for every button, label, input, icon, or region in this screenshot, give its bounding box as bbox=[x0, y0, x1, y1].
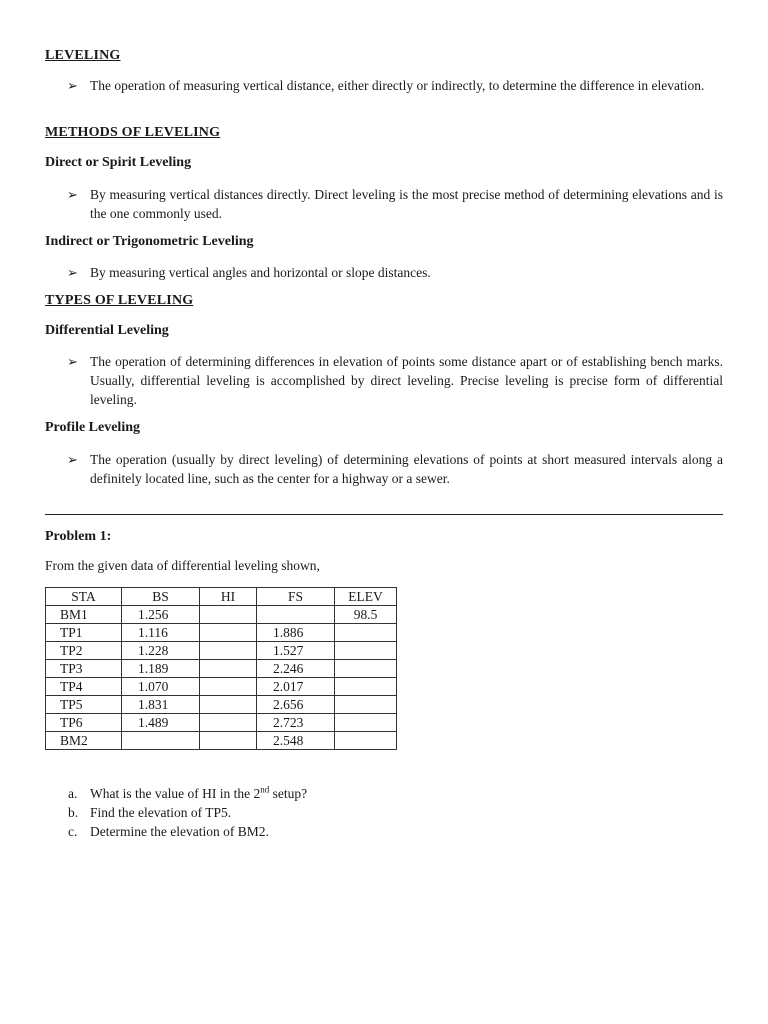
cell-fs: 1.886 bbox=[257, 624, 335, 642]
cell-fs: 2.246 bbox=[257, 660, 335, 678]
table-row bbox=[46, 606, 397, 624]
cell-bs: 1.070 bbox=[122, 678, 200, 696]
cell-sta: TP4 bbox=[46, 678, 122, 696]
cell-sta: TP2 bbox=[46, 642, 122, 660]
bullet-leveling-definition bbox=[45, 76, 723, 95]
cell-bs bbox=[122, 732, 200, 750]
subheading-indirect: Indirect or Trigonometric Leveling bbox=[45, 234, 254, 249]
subheading-profile: Profile Leveling bbox=[45, 420, 140, 435]
cell-bs: 1.256 bbox=[122, 606, 200, 624]
problem-title: Problem 1: bbox=[45, 529, 112, 544]
cell-hi bbox=[200, 606, 257, 624]
bullet-profile bbox=[45, 450, 723, 488]
cell-fs: 2.656 bbox=[257, 696, 335, 714]
table-row bbox=[46, 732, 397, 750]
cell-bs: 1.116 bbox=[122, 624, 200, 642]
question-label: b. bbox=[68, 805, 79, 820]
question-c bbox=[68, 822, 269, 841]
table-row bbox=[46, 678, 397, 696]
cell-hi bbox=[200, 714, 257, 732]
bullet-text: The operation of determining differences in elevation of points some distance apart or of establishing bench marks. Usually, differential leveling is accomplished by direct leveling. Precise leveling is precise form of differential leveling. bbox=[90, 354, 723, 407]
bullet-text: The operation of measuring vertical distance, either directly or indirectly, to determine the difference in elevation. bbox=[90, 78, 705, 93]
subheading-differential: Differential Leveling bbox=[45, 323, 169, 338]
cell-sta: TP6 bbox=[46, 714, 122, 732]
table-row bbox=[46, 642, 397, 660]
cell-elev bbox=[335, 732, 397, 750]
question-text: What is the value of HI in the 2 bbox=[90, 786, 261, 801]
cell-hi bbox=[200, 678, 257, 696]
leveling-data-table bbox=[45, 587, 397, 750]
bullet-text: By measuring vertical distances directly. Direct leveling is the most precise method of determining elevations and is the one commonly used. bbox=[90, 187, 723, 221]
bullet-text: The operation (usually by direct leveling) of determining elevations of points at short measured intervals along a definitely located line, such as the center for a highway or a sewer. bbox=[90, 452, 723, 486]
arrow-bullet-icon: ➢ bbox=[67, 265, 78, 280]
cell-elev bbox=[335, 714, 397, 732]
table-header-row bbox=[46, 588, 397, 606]
cell-elev bbox=[335, 696, 397, 714]
question-b bbox=[68, 803, 231, 822]
question-text-tail: setup? bbox=[269, 786, 308, 801]
cell-hi bbox=[200, 732, 257, 750]
bullet-text: By measuring vertical angles and horizontal or slope distances. bbox=[90, 265, 431, 280]
header-elev: ELEV bbox=[335, 588, 397, 606]
bullet-direct bbox=[45, 185, 723, 223]
cell-fs: 2.017 bbox=[257, 678, 335, 696]
bullet-differential bbox=[45, 352, 723, 409]
cell-elev bbox=[335, 642, 397, 660]
cell-fs: 2.723 bbox=[257, 714, 335, 732]
cell-bs: 1.831 bbox=[122, 696, 200, 714]
table-row bbox=[46, 714, 397, 732]
cell-hi bbox=[200, 642, 257, 660]
cell-sta: TP5 bbox=[46, 696, 122, 714]
subheading-direct: Direct or Spirit Leveling bbox=[45, 155, 192, 170]
horizontal-divider bbox=[45, 514, 723, 515]
cell-bs: 1.189 bbox=[122, 660, 200, 678]
cell-elev bbox=[335, 624, 397, 642]
bullet-indirect bbox=[45, 263, 723, 282]
cell-hi bbox=[200, 696, 257, 714]
heading-methods: METHODS OF LEVELING bbox=[45, 125, 221, 140]
cell-fs: 2.548 bbox=[257, 732, 335, 750]
question-label: a. bbox=[68, 786, 78, 801]
table-row bbox=[46, 696, 397, 714]
question-label: c. bbox=[68, 824, 78, 839]
cell-sta: TP3 bbox=[46, 660, 122, 678]
cell-elev bbox=[335, 660, 397, 678]
cell-elev bbox=[335, 678, 397, 696]
ordinal-suffix: nd bbox=[260, 784, 270, 795]
header-hi: HI bbox=[200, 588, 257, 606]
cell-hi bbox=[200, 660, 257, 678]
problem-intro: From the given data of differential leveling shown, bbox=[45, 558, 320, 573]
arrow-bullet-icon: ➢ bbox=[67, 452, 78, 467]
question-text: Find the elevation of TP5. bbox=[90, 805, 232, 820]
cell-sta: TP1 bbox=[46, 624, 122, 642]
header-bs: BS bbox=[122, 588, 200, 606]
header-sta: STA bbox=[46, 588, 122, 606]
arrow-bullet-icon: ➢ bbox=[67, 187, 78, 202]
arrow-bullet-icon: ➢ bbox=[67, 354, 78, 369]
arrow-bullet-icon: ➢ bbox=[67, 78, 78, 93]
cell-sta: BM1 bbox=[46, 606, 122, 624]
cell-sta: BM2 bbox=[46, 732, 122, 750]
cell-fs: 1.527 bbox=[257, 642, 335, 660]
header-fs: FS bbox=[257, 588, 335, 606]
question-text: Determine the elevation of BM2. bbox=[90, 824, 269, 839]
cell-elev: 98.5 bbox=[335, 606, 397, 624]
cell-bs: 1.489 bbox=[122, 714, 200, 732]
cell-bs: 1.228 bbox=[122, 642, 200, 660]
cell-fs bbox=[257, 606, 335, 624]
table-row bbox=[46, 660, 397, 678]
heading-leveling: LEVELING bbox=[45, 48, 121, 63]
cell-hi bbox=[200, 624, 257, 642]
question-a bbox=[68, 784, 307, 803]
heading-types: TYPES OF LEVELING bbox=[45, 293, 194, 308]
table-row bbox=[46, 624, 397, 642]
